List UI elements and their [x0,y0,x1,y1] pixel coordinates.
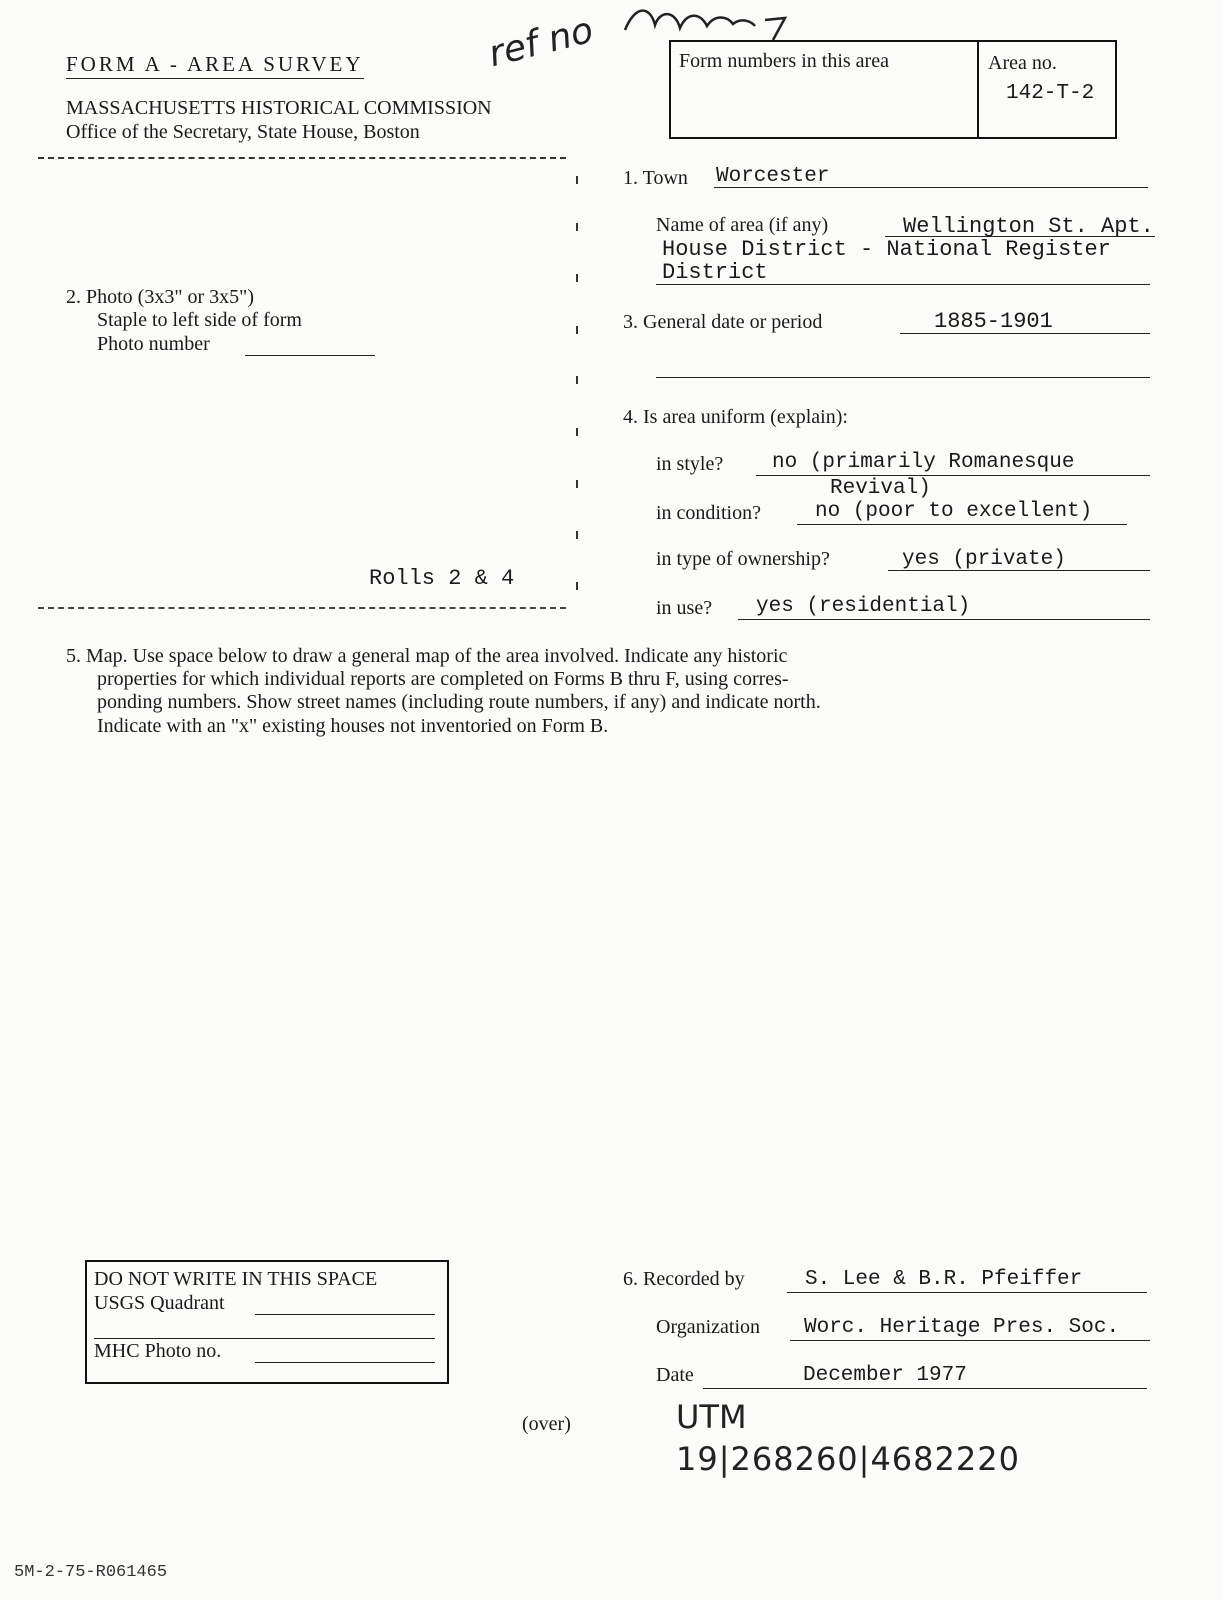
style-value-2: Revival) [830,477,931,500]
date-period-label: 3. General date or period [623,311,823,333]
recorded-by-field[interactable] [787,1266,1147,1293]
office-use-box [85,1260,449,1384]
condition-value: no (poor to excellent) [815,500,1093,523]
map-instructions-4: Indicate with an "x" existing houses not inventoried on Form B. [97,715,609,737]
use-value: yes (residential) [756,595,971,618]
date-period-extra-line[interactable] [656,355,1150,378]
dashed-divider-top [38,157,566,159]
photo-boundary-tick [576,531,578,539]
handwritten-ref: ref no [484,9,598,76]
photo-staple-note: Staple to left side of form [97,309,302,331]
date-period-field[interactable] [900,309,1150,334]
area-name-value-2: House District - National Register [662,237,1111,262]
photo-boundary-tick [576,326,578,334]
area-no-value: 142-T-2 [1006,82,1095,105]
area-name-label: Name of area (if any) [656,214,829,236]
commission-name: MASSACHUSETTS HISTORICAL COMMISSION [66,97,492,119]
organization-field[interactable] [790,1314,1150,1341]
rolls-note: Rolls 2 & 4 [369,566,515,591]
photo-boundary-tick [576,428,578,436]
mhc-photo-field[interactable] [255,1342,435,1363]
photo-number-field[interactable] [245,335,375,356]
photo-boundary-tick [576,223,578,231]
recorded-by-value: S. Lee & B.R. Pfeiffer [805,1268,1083,1291]
recorded-date-label: Date [656,1364,694,1386]
map-instructions-1: 5. Map. Use space below to draw a general map of the area involved. Indicate any historic [66,645,788,667]
organization-value: Worc. Heritage Pres. Soc. [804,1316,1120,1339]
ownership-field[interactable] [888,546,1150,571]
condition-field[interactable] [797,500,1127,525]
form-code: 5M-2-75-R061465 [14,1563,168,1582]
form-title: FORM A - AREA SURVEY [66,52,364,79]
photo-label: 2. Photo (3x3" or 3x5") [66,286,254,308]
use-field[interactable] [738,595,1150,620]
office-use-title: DO NOT WRITE IN THIS SPACE [94,1268,378,1290]
usgs-quadrant-label: USGS Quadrant [94,1292,225,1314]
map-instructions-3: ponding numbers. Show street names (including route numbers, if any) and indicate north. [97,691,821,713]
dashed-divider-bottom [38,607,566,609]
photo-boundary-tick [576,376,578,384]
condition-label: in condition? [656,502,761,524]
recorded-date-field[interactable] [703,1362,1147,1389]
area-name-value-3: District [662,260,768,285]
style-field[interactable] [756,451,1150,476]
photo-boundary-tick [576,176,578,184]
utm-value: 19|268260|4682220 [676,1440,1020,1478]
ownership-label: in type of ownership? [656,548,830,570]
usgs-quadrant-field[interactable] [255,1294,435,1315]
photo-boundary-tick [576,274,578,282]
photo-number-label: Photo number [97,333,210,355]
area-name-field-line1[interactable] [885,212,1155,237]
town-field[interactable] [714,165,1148,188]
utm-label: UTM [676,1398,747,1436]
date-period-value: 1885-1901 [934,309,1053,334]
photo-boundary-tick [576,480,578,488]
town-value: Worcester [716,165,830,188]
area-no-label: Area no. [988,52,1057,74]
mhc-photo-label: MHC Photo no. [94,1340,222,1362]
ownership-value: yes (private) [902,548,1066,571]
area-name-field-line3[interactable] [656,260,1150,285]
map-drawing-area[interactable] [60,745,1160,1235]
form-numbers-box [669,40,1117,139]
form-numbers-label: Form numbers in this area [679,50,889,72]
recorded-by-label: 6. Recorded by [623,1268,745,1290]
office-use-divider [94,1338,435,1339]
recorded-date-value: December 1977 [803,1364,967,1387]
style-value: no (primarily Romanesque [772,451,1075,474]
map-instructions-2: properties for which individual reports are completed on Forms B thru F, using corres- [97,668,789,690]
uniform-label: 4. Is area uniform (explain): [623,406,848,428]
over-note: (over) [522,1413,571,1435]
area-name-value-1: Wellington St. Apt. [903,214,1154,239]
photo-boundary-tick [576,582,578,590]
town-label: 1. Town [623,167,688,189]
use-label: in use? [656,597,713,619]
office-address: Office of the Secretary, State House, Boston [66,121,420,143]
handwritten-scribble [615,0,795,45]
organization-label: Organization [656,1316,761,1338]
style-label: in style? [656,453,724,475]
